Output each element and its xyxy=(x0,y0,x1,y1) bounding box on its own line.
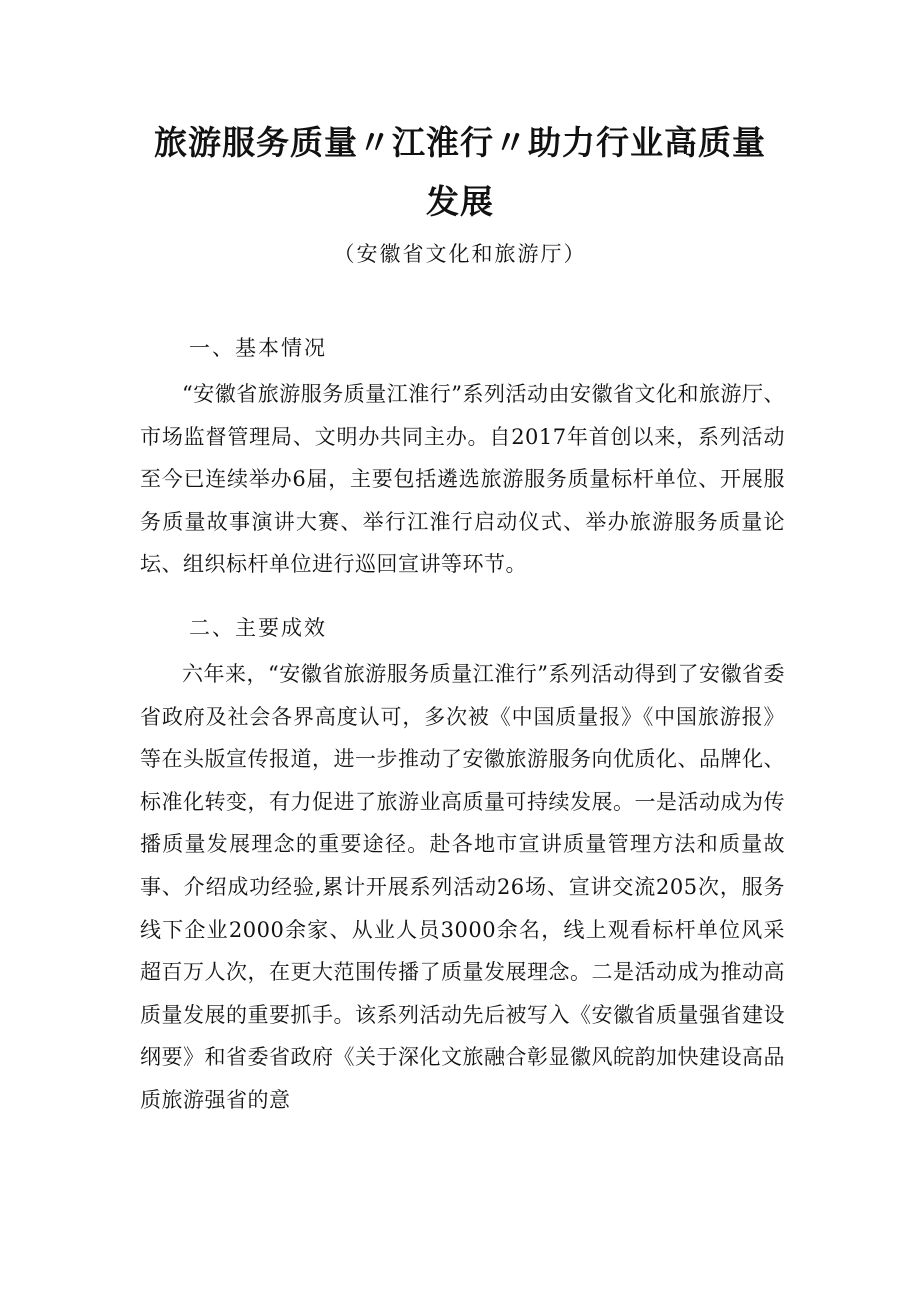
document-title-line-1: 旅游服务质量〃江淮行〃助力行业高质量 xyxy=(154,123,766,162)
section-paragraph-main-results: 六年来，“安徽省旅游服务质量江淮行”系列活动得到了安徽省委省政府及社会各界高度认可，多次被《中国质量报》《中国旅游报》等在头版宣传报道，进一步推动了安徽旅游服务向优质化、品牌化、标准化转变，有力促进了旅游业高质量可持续发展。一是活动成为传播质量发展理念的重要途径。赴各地市宣讲质量管理方法和质量故事、介绍成功经验,累计开展系列活动26场、宣讲交流205次，服务线下企业2000余家、从业人员3000余名，线上观看标杆单位风采超百万人次，在更大范围传播了质量发展理念。二是活动成为推动高质量发展的重要抓手。该系列活动先后被写入《安徽省质量强省建设纲要》和省委省政府《关于深化文旅融合彰显徽风皖韵加快建设高品质旅游强省的意 xyxy=(140,662,785,1112)
section-heading-main-results: 二、主要成效 xyxy=(189,616,327,640)
document-subtitle: （安徽省文化和旅游厅） xyxy=(333,242,587,266)
section-heading-basic-situation: 一、基本情况 xyxy=(189,336,327,360)
document-title-line-2: 发展 xyxy=(426,182,494,221)
section-paragraph-basic-situation: “安徽省旅游服务质量江淮行”系列活动由安徽省文化和旅游厅、市场监督管理局、文明办共同主办。自2017年首创以来，系列活动至今已连续举办6届，主要包括遴选旅游服务质量标杆单位、开展服务质量故事演讲大赛、举行江淮行启动仪式、举办旅游服务质量论坛、组织标杆单位进行巡回宣讲等环节。 xyxy=(140,382,785,577)
